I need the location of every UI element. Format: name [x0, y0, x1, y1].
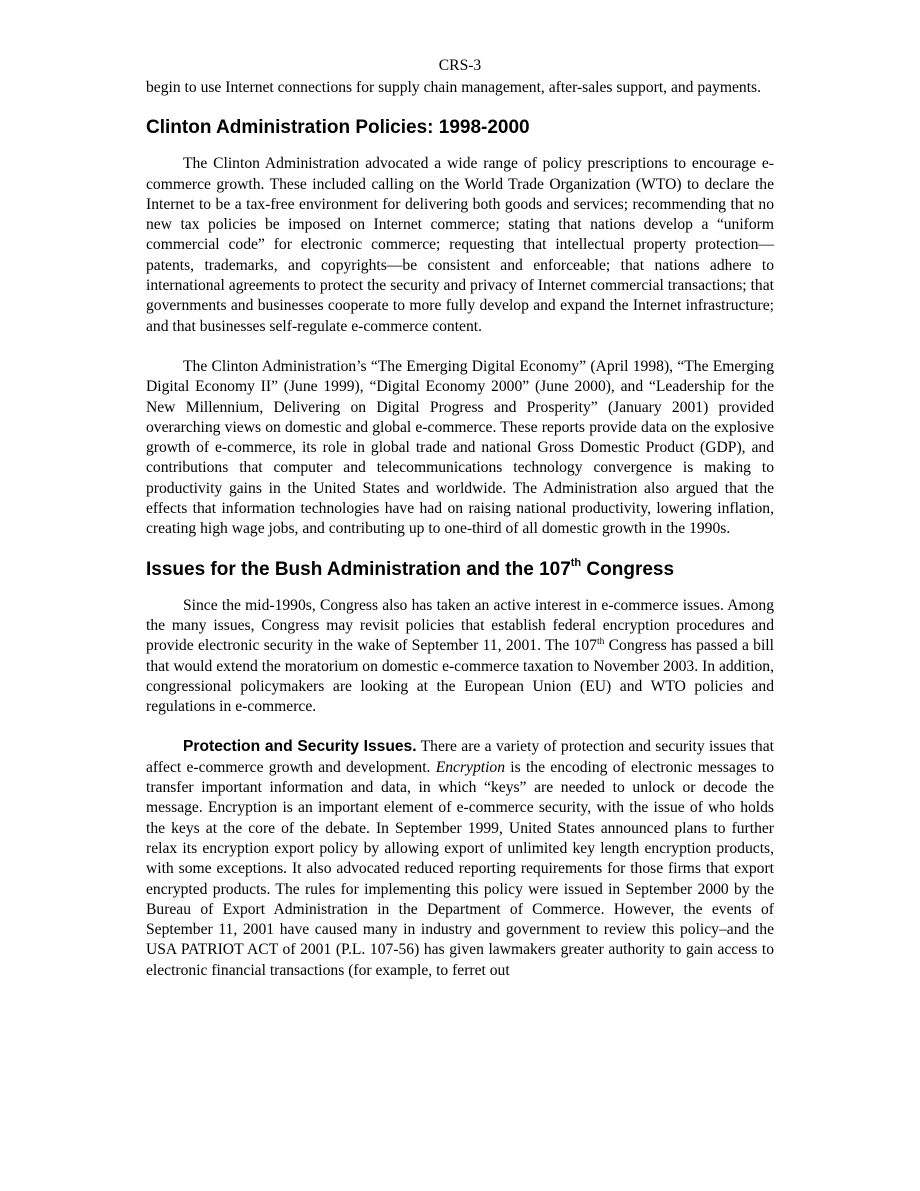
paragraph-text-start: Since the mid-1990s, Congress also has taken an active interest in e-commerce issues. Among the many issues, Congress may revisit policies that establish federal encryption procedures and provide electronic security in the wake of September 11, 2001. The 107: [146, 596, 774, 655]
paragraph-text-start: There are a variety of protection and security issues that affect e-commerce growth and development.: [146, 738, 774, 776]
section-heading-bush-administration: [146, 558, 774, 582]
paragraph-clinton-policy-prescriptions: The Clinton Administration advocated a wide range of policy prescriptions to encourage e-commerce growth. These included calling on the World Trade Organization (WTO) to declare the Internet to be a tax-free environment for delivering both goods and services; recommending that no new tax policies be imposed on Internet commerce; stating that nations develop a “uniform commercial code” for electronic commerce; requesting that intellectual property protection— patents, trademarks, and copyrights—be consistent and enforceable; that nations adhere to international agreements to protect the security and privacy of Internet commercial transactions; that governments and businesses cooperate to more fully develop and expand the Internet infrastructure; and that businesses self-regulate e-commerce content.: [146, 155, 774, 335]
document-page: [146, 0, 774, 981]
heading-superscript: th: [570, 557, 582, 570]
continued-paragraph: begin to use Internet connections for supply chain management, after-sales support, and payments.: [146, 79, 762, 96]
paragraph-spacer: [146, 337, 774, 357]
ordinal-superscript: th: [596, 637, 605, 648]
emphasized-term-encryption: Encryption: [435, 758, 506, 776]
heading-text-start: Issues for the Bush Administration and the 107: [146, 558, 571, 580]
paragraph-digital-economy-reports: The Clinton Administration’s “The Emerging Digital Economy” (April 1998), “The Emerging Digital Economy II” (June 1999), “Digital Economy 2000” (June 2000), and “Leadership for the New Millennium, Delivering on Digital Progress and Prosperity” (January 2001) provided overarching views on domestic and global e-commerce. These reports provide data on the explosive growth of e-commerce, its role in global trade and national Gross Domestic Product (GDP), and contributions that computer and telecommunications technology convergence is making to productivity gains in the United States and worldwide. The Administration also argued that the effects that information technologies have had on raising national productivity, lowering inflation, creating high wage jobs, and contributing up to one-third of all domestic growth in the 1990s.: [146, 357, 774, 538]
paragraph-protection-security: [146, 737, 774, 981]
heading-text-end: Congress: [581, 558, 675, 580]
section-heading-clinton-policies: Clinton Administration Policies: 1998-2000: [146, 117, 530, 139]
page-header: CRS-3: [438, 57, 482, 74]
run-in-heading-protection-security: Protection and Security Issues.: [183, 738, 417, 756]
paragraph-congress-interest: [146, 596, 774, 718]
paragraph-text-end: Congress has passed a bill that would extend the moratorium on domestic e-commerce taxation to November 2003. In addition, congressional policymakers are looking at the European Union (EU) and WTO policies and regulations in e-commerce.: [146, 637, 774, 716]
paragraph-spacer: [146, 717, 774, 737]
paragraph-text-end: is the encoding of electronic messages to transfer important information and data, in which “keys” are needed to unlock or decode the message. Encryption is an important element of e-commerce security, with the issue of who holds the keys at the core of the debate. In September 1999, United States announced plans to further relax its encryption export policy by allowing export of unlimited key length encryption products, with some exceptions. It also advocated reduced reporting requirements for those firms that export encrypted products. The rules for implementing this policy were issued in September 2000 by the Bureau of Export Administration in the Department of Commerce. However, the events of September 11, 2001 have caused many in industry and government to review this policy–and the USA PATRIOT ACT of 2001 (P.L. 107-56) has given lawmakers greater authority to gain access to electronic financial transactions (for example, to ferret out: [146, 758, 775, 979]
